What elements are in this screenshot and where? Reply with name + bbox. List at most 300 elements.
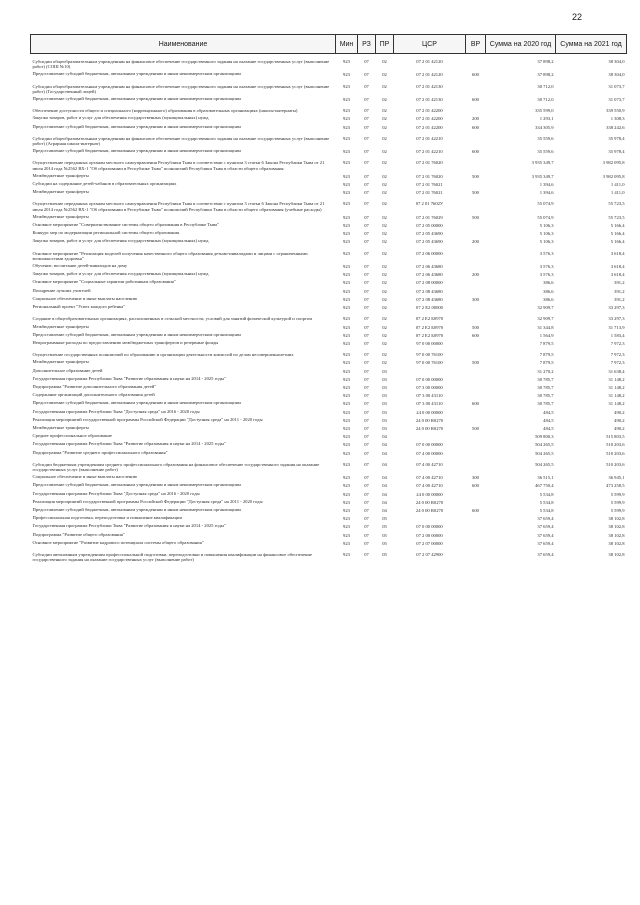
row-min: 923 — [343, 124, 350, 130]
row-pr: 02 — [382, 116, 387, 122]
row-pr: 02 — [382, 352, 387, 358]
row-name: Государственная программа Республики Тыва "Доступная среда" на 2016 - 2020 годы — [32, 408, 200, 414]
row-pr: 02 — [382, 305, 387, 311]
table-row — [31, 539, 627, 547]
row-rz: 07 — [364, 324, 369, 330]
row-vr: 600 — [472, 97, 479, 103]
row-sum-2021: 510 203,6 — [606, 442, 625, 448]
row-name: Поощрение лучших учителей — [32, 287, 91, 293]
row-vr: 200 — [472, 239, 479, 245]
row-csr: 07 4 00 42710 — [416, 461, 443, 467]
row-pr: 02 — [382, 272, 387, 278]
row-sum-2021: 31 638,4 — [608, 368, 625, 374]
row-pr: 02 — [382, 296, 387, 302]
table-row — [31, 358, 627, 366]
row-rz: 07 — [364, 450, 369, 456]
row-pr: 02 — [382, 173, 387, 179]
row-sum-2020: 37 659,4 — [537, 516, 554, 522]
row-vr: 500 — [472, 425, 479, 431]
row-csr: 07 2 E2 00000 — [416, 305, 443, 311]
row-csr: 07 2 06 00000 — [416, 250, 443, 256]
row-rz: 07 — [364, 491, 369, 497]
row-rz: 07 — [364, 223, 369, 229]
row-csr: 07 2 01 42210 — [416, 135, 443, 141]
row-sum-2021: 33 297,3 — [608, 305, 625, 311]
row-csr: 07 2 07 42900 — [416, 551, 443, 557]
row-sum-2020: 30 712,0 — [537, 83, 554, 89]
row-sum-2021: 490,2 — [614, 417, 625, 423]
row-pr: 03 — [382, 393, 387, 399]
row-vr: 500 — [472, 190, 479, 196]
row-min: 923 — [343, 532, 350, 538]
table-row — [31, 547, 627, 563]
table-row — [31, 196, 627, 212]
table-row — [31, 221, 627, 229]
row-vr — [466, 449, 486, 457]
table-row — [31, 399, 627, 407]
row-sum-2020: 37 659,4 — [537, 532, 554, 538]
row-vr: 500 — [472, 214, 479, 220]
row-vr — [466, 440, 486, 448]
table-row — [31, 147, 627, 155]
table-row — [31, 506, 627, 514]
row-min: 923 — [343, 108, 350, 114]
row-min: 923 — [343, 450, 350, 456]
row-name: Предоставление субсидий бюджетным, автономным учреждениям и иным некоммерческим организациям — [32, 148, 241, 154]
row-csr: 07 2 06 43680 — [416, 272, 443, 278]
row-name: Предоставление субсидий бюджетным, автономным учреждениям и иным некоммерческим организациям — [32, 482, 241, 488]
row-rz: 07 — [364, 59, 369, 64]
row-csr: 07 2 05 43690 — [416, 239, 443, 245]
row-vr: 500 — [472, 360, 479, 366]
row-pr: 02 — [382, 135, 387, 141]
row-name: Государственная программа Республики Тыва "Доступная среда" на 2016 - 2020 годы — [32, 490, 200, 496]
row-min: 923 — [343, 551, 350, 557]
table-row — [31, 347, 627, 358]
row-min: 923 — [343, 461, 350, 467]
row-sum-2021: 38 102,8 — [608, 524, 625, 530]
row-min: 923 — [343, 316, 350, 322]
row-rz: 07 — [364, 524, 369, 530]
table-row — [31, 123, 627, 131]
row-pr: 04 — [382, 461, 387, 467]
row-min: 923 — [343, 160, 350, 166]
header-sum-2020: Сумма на 2020 год — [486, 35, 556, 54]
table-row — [31, 408, 627, 416]
row-csr: 07 3 00 00000 — [416, 384, 443, 390]
row-sum-2021: 38 304,0 — [608, 59, 625, 64]
row-rz: 07 — [364, 483, 369, 489]
row-csr: 07 2 07 00000 — [416, 540, 443, 546]
row-name: Межбюджетные трансферты — [32, 424, 89, 430]
row-vr — [466, 180, 486, 188]
row-sum-2020: 386,6 — [543, 296, 554, 302]
row-csr: 24 0 00 00000 — [416, 491, 443, 497]
row-rz: 07 — [364, 214, 369, 220]
table-row — [31, 155, 627, 171]
row-rz: 07 — [364, 264, 369, 270]
row-name: Предоставление субсидий бюджетным, автономным учреждениям и иным некоммерческим организациям — [32, 506, 241, 512]
row-csr: 07 2 01 42200 — [416, 124, 443, 130]
row-name: Непрограммные расходы по предоставлению межбюджетных трансфертов и резервные фонды — [32, 339, 219, 345]
row-csr: 97 0 00 76100 — [416, 352, 443, 358]
row-name: Среднее профессиональное образование — [32, 433, 112, 439]
table-row — [31, 375, 627, 383]
row-pr: 02 — [382, 160, 387, 166]
row-pr: 02 — [382, 280, 387, 286]
table-row — [31, 473, 627, 481]
row-sum-2021: 33 297,3 — [608, 316, 625, 322]
table-row — [31, 424, 627, 432]
row-sum-2020: 1 394,6 — [539, 182, 554, 188]
row-sum-2020: 5 106,3 — [539, 239, 554, 245]
row-rz: 07 — [364, 72, 369, 78]
row-sum-2021: 31 148,2 — [608, 401, 625, 407]
table-row — [31, 270, 627, 278]
row-name: Предоставление субсидий бюджетным, автономным учреждениям и иным некоммерческим организациям — [32, 400, 241, 406]
table-row — [31, 331, 627, 339]
row-name: Подпрограмма "Развитие общего образования" — [32, 531, 125, 537]
row-vr — [466, 287, 486, 295]
row-min: 923 — [343, 190, 350, 196]
row-min: 923 — [343, 540, 350, 546]
row-min: 923 — [343, 409, 350, 415]
row-rz: 07 — [364, 499, 369, 505]
row-sum-2020: 467 750,4 — [535, 483, 554, 489]
table-row — [31, 339, 627, 347]
row-rz: 07 — [364, 108, 369, 114]
row-csr: 24 0 00 00000 — [416, 409, 443, 415]
table-row — [31, 188, 627, 196]
row-min: 923 — [343, 516, 350, 522]
row-csr — [394, 367, 466, 375]
row-sum-2021: 515 803,5 — [606, 434, 625, 440]
row-csr: 07 2 01 42130 — [416, 83, 443, 89]
row-min: 923 — [343, 352, 350, 358]
row-min: 923 — [343, 425, 350, 431]
row-csr: 07 4 00 42710 — [416, 483, 443, 489]
row-pr: 02 — [382, 214, 387, 220]
row-name: Закупка товаров, работ и услуг для обеспечения государственных (муниципальных) нужд — [32, 115, 209, 121]
row-vr — [466, 408, 486, 416]
row-min: 923 — [343, 239, 350, 245]
row-csr: 97 0 00 00000 — [416, 340, 443, 346]
row-min: 923 — [343, 72, 350, 78]
header-sum-2021: Сумма на 2021 год — [556, 35, 627, 54]
row-pr: 04 — [382, 507, 387, 513]
row-min: 923 — [343, 272, 350, 278]
row-sum-2020: 1 394,6 — [539, 190, 554, 196]
row-pr: 02 — [382, 97, 387, 103]
row-sum-2021: 7 972,3 — [610, 352, 625, 358]
row-name: Дополнительное образование детей — [32, 367, 103, 373]
header-rz: РЗ — [358, 35, 376, 54]
row-sum-2020: 3 576,3 — [539, 264, 554, 270]
row-sum-2021: 5 599,9 — [610, 499, 625, 505]
row-sum-2021: 36 945,1 — [608, 475, 625, 481]
row-name: Субсидии на содержание детей-чабанов в образовательных организациях — [32, 181, 177, 187]
row-sum-2020: 7 879,5 — [539, 340, 554, 346]
row-sum-2020: 31 270,2 — [537, 368, 554, 374]
row-pr: 02 — [382, 59, 387, 64]
row-name: Содержание организаций дополнительного образования детей — [32, 392, 155, 398]
table-row — [31, 70, 627, 78]
row-sum-2020: 37 659,4 — [537, 551, 554, 557]
row-pr: 02 — [382, 231, 387, 237]
row-pr: 04 — [382, 434, 387, 440]
table-row — [31, 213, 627, 221]
row-sum-2020: 30 785,7 — [537, 401, 554, 407]
row-pr: 02 — [382, 83, 387, 89]
row-sum-2020: 335 599,0 — [535, 108, 554, 114]
row-sum-2021: 55 723,5 — [608, 214, 625, 220]
row-rz: 07 — [364, 116, 369, 122]
row-sum-2021: 391,2 — [614, 288, 625, 294]
row-sum-2021: 1 308,3 — [610, 116, 625, 122]
row-name: Государственная программа Республики Тыва "Развитие образования и науки на 2014 - 2025 годы" — [32, 441, 226, 447]
row-name: Социальное обеспечение и иные выплаты населению — [32, 295, 138, 301]
row-vr — [466, 383, 486, 391]
table-row — [31, 457, 627, 473]
row-name: Межбюджетные трансферты — [32, 172, 89, 178]
row-sum-2020: 484,5 — [543, 417, 554, 423]
row-vr — [466, 522, 486, 530]
row-name: Предоставление субсидий бюджетным, автономным учреждениям и иным некоммерческим организациям — [32, 71, 241, 77]
row-vr — [466, 514, 486, 522]
row-sum-2021: 35 978,4 — [608, 149, 625, 155]
row-sum-2021: 31 713,9 — [608, 324, 625, 330]
row-pr: 02 — [382, 324, 387, 330]
row-min: 923 — [343, 288, 350, 294]
row-rz: 07 — [364, 182, 369, 188]
row-pr: 05 — [382, 551, 387, 557]
row-pr: 03 — [382, 425, 387, 431]
table-row — [31, 498, 627, 506]
row-pr: 02 — [382, 332, 387, 338]
row-vr — [466, 262, 486, 270]
row-name: Государственная программа Республики Тыва "Развитие образования и науки на 2014 - 2025 годы" — [32, 523, 226, 529]
row-csr: 07 2 06 43680 — [416, 264, 443, 270]
row-rz: 07 — [364, 384, 369, 390]
row-rz: 07 — [364, 250, 369, 256]
row-pr: 04 — [382, 499, 387, 505]
row-sum-2020: 36 515,1 — [537, 475, 554, 481]
row-sum-2020: 334 305,9 — [535, 124, 554, 130]
row-name: Закупка товаров, работ и услуг для обеспечения государственных (муниципальных) нужд — [32, 238, 209, 244]
row-pr: 04 — [382, 491, 387, 497]
row-sum-2021: 38 102,8 — [608, 540, 625, 546]
row-vr — [466, 246, 486, 262]
row-pr: 02 — [382, 190, 387, 196]
row-rz: 07 — [364, 340, 369, 346]
row-vr: 300 — [472, 296, 479, 302]
row-sum-2021: 35 978,4 — [608, 135, 625, 141]
row-rz: 07 — [364, 425, 369, 431]
row-vr — [466, 103, 486, 114]
row-csr: 07 2 00 00000 — [416, 532, 443, 538]
row-vr — [466, 339, 486, 347]
row-csr: 07 2 E2 Б0970 — [415, 316, 444, 322]
row-pr: 03 — [382, 401, 387, 407]
row-csr: 07 2 01 76021 — [416, 182, 443, 188]
row-vr: 200 — [472, 272, 479, 278]
row-pr: 03 — [382, 368, 387, 374]
row-min: 923 — [343, 173, 350, 179]
table-row — [31, 287, 627, 295]
row-min: 923 — [343, 214, 350, 220]
row-sum-2021: 5 599,9 — [610, 507, 625, 513]
row-vr — [466, 375, 486, 383]
row-csr: 07 2 05 00000 — [416, 223, 443, 229]
row-rz: 07 — [364, 135, 369, 141]
row-rz: 07 — [364, 97, 369, 103]
row-pr: 02 — [382, 124, 387, 130]
page-number: 22 — [572, 12, 583, 22]
row-name: Конкурс мер по модернизации региональной системы общего образования — [32, 230, 180, 236]
row-min: 923 — [343, 116, 350, 122]
row-min: 923 — [343, 340, 350, 346]
table-header-row — [31, 35, 627, 54]
row-csr: 07 2 08 00000 — [416, 280, 443, 286]
row-name: Подпрограмма "Развитие среднего профессионального образования" — [32, 449, 168, 455]
header-min: Мин — [336, 35, 358, 54]
table-row — [31, 95, 627, 103]
row-rz: 07 — [364, 160, 369, 166]
row-name: Межбюджетные трансферты — [32, 359, 89, 365]
table-body — [31, 54, 627, 564]
row-sum-2021: 38 102,8 — [608, 551, 625, 557]
row-csr: 07 2 E2 Б0970 — [415, 332, 444, 338]
row-name: Реализация мероприятий государственной программы Российской Федерации "Доступная среда" на 2011 - 2020 годы — [32, 498, 263, 504]
row-sum-2021: 38 102,8 — [608, 532, 625, 538]
row-rz: 07 — [364, 551, 369, 557]
row-rz: 07 — [364, 442, 369, 448]
row-sum-2020: 5 106,3 — [539, 223, 554, 229]
row-sum-2020: 30 785,7 — [537, 393, 554, 399]
row-rz: 07 — [364, 434, 369, 440]
row-vr: 600 — [472, 124, 479, 130]
table-row — [31, 180, 627, 188]
row-min: 923 — [343, 483, 350, 489]
row-min: 923 — [343, 296, 350, 302]
header-pr: ПР — [376, 35, 394, 54]
row-rz: 07 — [364, 239, 369, 245]
row-rz: 07 — [364, 461, 369, 467]
row-min: 923 — [343, 135, 350, 141]
row-csr: 07 4 00 00000 — [416, 450, 443, 456]
row-vr: 600 — [472, 401, 479, 407]
row-rz: 07 — [364, 280, 369, 286]
row-sum-2021: 338 242,6 — [606, 124, 625, 130]
header-csr: ЦСР — [394, 35, 466, 54]
row-sum-2020: 30 785,7 — [537, 376, 554, 382]
row-csr: 24 0 00 R0270 — [415, 507, 444, 513]
row-pr: 02 — [382, 239, 387, 245]
row-sum-2021: 31 073,7 — [608, 83, 625, 89]
row-sum-2020: 3 576,3 — [539, 250, 554, 256]
row-min: 923 — [343, 491, 350, 497]
row-name: Закупка товаров, работ и услуг для обеспечения государственных (муниципальных) нужд — [32, 271, 209, 277]
row-pr: 02 — [382, 149, 387, 155]
row-rz: 07 — [364, 296, 369, 302]
row-csr: 07 2 01 42200 — [416, 108, 443, 114]
row-sum-2021: 31 073,7 — [608, 97, 625, 103]
table-row — [31, 172, 627, 180]
row-name: Осуществление государственных полномочий по образованию и организации деятельности комиссий по делам несовершеннолетних — [32, 352, 294, 358]
row-csr: 07 2 01 76029 — [416, 214, 443, 220]
row-sum-2020: 31 344,8 — [537, 324, 554, 330]
row-min: 923 — [343, 182, 350, 188]
row-sum-2021: 1 411,0 — [610, 182, 625, 188]
row-pr: 04 — [382, 483, 387, 489]
row-vr: 600 — [472, 507, 479, 513]
row-name: Государственная программа Республики Тыва "Развитие образования и науки на 2014 - 2025 годы" — [32, 375, 226, 381]
row-name: Субсидии общеобразовательным учреждениям на финансовое обеспечение государственного задания на оказание государственных услуг (выполнение работ) (Аграрная школа-интернат) — [32, 135, 330, 147]
row-csr: 07 2 08 43680 — [416, 288, 443, 294]
row-name: Межбюджетные трансферты — [32, 323, 89, 329]
row-sum-2021: 31 148,2 — [608, 384, 625, 390]
row-sum-2020: 509 800,3 — [535, 434, 554, 440]
row-pr: 02 — [382, 108, 387, 114]
row-vr — [466, 221, 486, 229]
row-csr: 07 2 01 42130 — [416, 97, 443, 103]
row-sum-2020: 30 712,0 — [537, 97, 554, 103]
row-pr: 02 — [382, 288, 387, 294]
row-csr: 07 2 01 42210 — [416, 149, 443, 155]
row-vr: 600 — [472, 483, 479, 489]
row-vr — [466, 490, 486, 498]
row-sum-2020: 3 935 349,7 — [531, 173, 554, 179]
row-csr: 07 3 00 43110 — [416, 401, 443, 407]
row-rz: 07 — [364, 417, 369, 423]
row-vr — [466, 457, 486, 473]
row-csr: 07 2 01 42120 — [416, 72, 443, 78]
row-sum-2021: 391,2 — [614, 296, 625, 302]
row-pr: 03 — [382, 384, 387, 390]
row-rz: 07 — [364, 475, 369, 481]
row-rz: 07 — [364, 376, 369, 382]
row-vr — [466, 196, 486, 212]
row-min: 923 — [343, 332, 350, 338]
row-sum-2020: 484,5 — [543, 425, 554, 431]
row-sum-2021: 3 618,4 — [610, 272, 625, 278]
row-sum-2021: 7 972,3 — [610, 340, 625, 346]
row-name: Межбюджетные трансферты — [32, 213, 89, 219]
row-sum-2021: 473 258,5 — [606, 483, 625, 489]
row-csr: 07 0 00 00000 — [416, 524, 443, 530]
row-min: 923 — [343, 59, 350, 64]
row-csr: 07 3 00 43110 — [416, 393, 443, 399]
row-min: 923 — [343, 376, 350, 382]
row-min: 923 — [343, 507, 350, 513]
row-vr: 300 — [472, 475, 479, 481]
row-sum-2020: 32 909,7 — [537, 305, 554, 311]
row-sum-2020: 35 559,6 — [537, 149, 554, 155]
row-pr: 02 — [382, 360, 387, 366]
table-row — [31, 79, 627, 95]
row-sum-2021: 5 166,4 — [610, 231, 625, 237]
row-rz: 07 — [364, 231, 369, 237]
row-csr — [394, 432, 466, 440]
row-pr: 04 — [382, 450, 387, 456]
row-sum-2020: 504 265,5 — [535, 461, 554, 467]
budget-table — [30, 34, 627, 563]
row-sum-2020: 1 293,1 — [539, 116, 554, 122]
row-rz: 07 — [364, 409, 369, 415]
table-row — [31, 278, 627, 286]
row-min: 923 — [343, 360, 350, 366]
row-rz: 07 — [364, 516, 369, 522]
